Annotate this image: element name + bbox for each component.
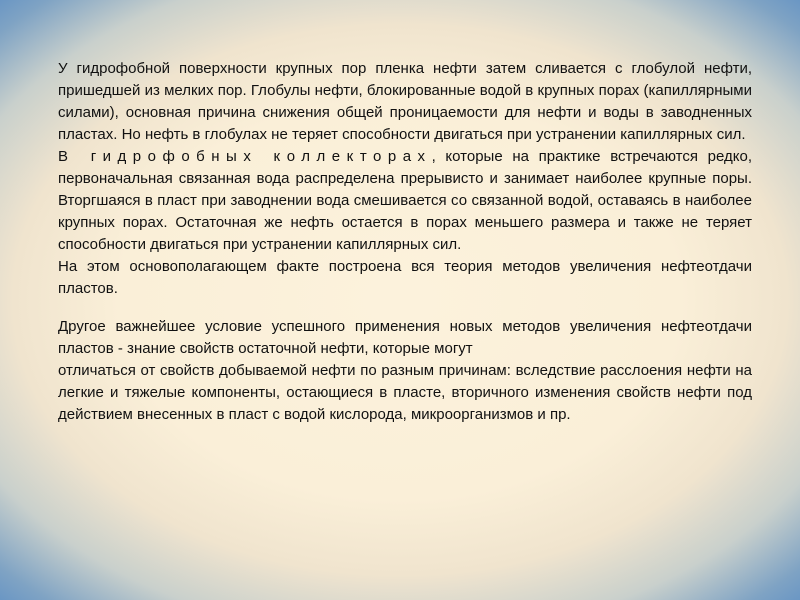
spaced-lead-text: В гидрофобных коллекторах	[58, 148, 432, 165]
paragraph-theory-basis: На этом основополагающем факте построена вся теория методов увеличения нефтеотдачи пластов.	[58, 258, 752, 297]
paragraph-hydrophobic-collectors-text: , которые на практике встречаются редко, первоначальная связанная вода распределена прерывисто и занимает наиболее крупные поры. Вторгшаяся в пласт при заводнении вода смешивается со связанной водой, оставаясь в наиболее крупных порах. Остаточная же нефть остается в порах меньшего размера и также не теряет способности двигаться при устранении капиллярных сил.	[58, 148, 752, 253]
paragraph-hydrophobic-collectors	[58, 146, 752, 256]
slide-text-block	[58, 58, 752, 426]
paragraph-residual-oil-intro: Другое важнейшее условие успешного применения новых методов увеличения нефтеотдачи пластов - знание свойств остаточной нефти, которые могут	[58, 318, 752, 357]
paragraph-hydrophobic-surface: У гидрофобной поверхности крупных пор пленка нефти затем сливается с глобулой нефти, пришедшей из мелких пор. Глобулы нефти, блокированные водой в крупных порах (капиллярными силами), основная причина снижения общей проницаемости для нефти и воды в заводненных пластах. Но нефть в глобулах не теряет способности двигаться при устранении капиллярных сил.	[58, 60, 752, 143]
paragraph-residual-oil-reasons: отличаться от свойств добываемой нефти по разным причинам: вследствие расслоения нефти на легкие и тяжелые компоненты, остающиеся в пласте, вторичного изменения свойств нефти под действием внесенных в пласт с водой кислорода, микроорганизмов и пр.	[58, 362, 752, 423]
paragraph-spacer	[58, 300, 752, 316]
